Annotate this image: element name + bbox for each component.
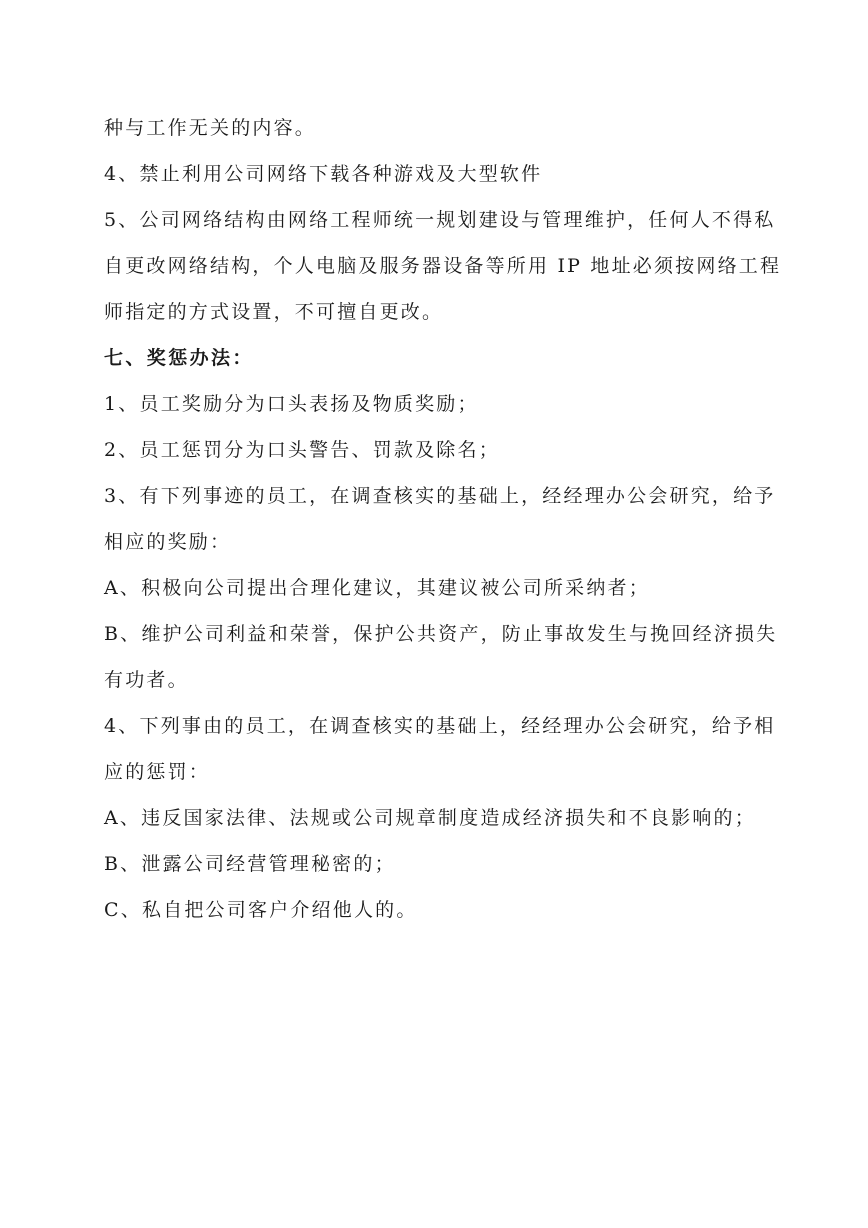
penalty-rule-2: 2、员工惩罚分为口头警告、罚款及除名； [104, 439, 500, 461]
reward-item-a: A、积极向公司提出合理化建议，其建议被公司所采纳者； [104, 577, 650, 599]
penalty-item-b: B、泄露公司经营管理秘密的； [104, 853, 396, 875]
penalty-rule-4: 4、下列事由的员工，在调查核实的基础上，经经理办公会研究，给予相 [104, 715, 776, 737]
rule-5-continuation-2: 师指定的方式设置，不可擅自更改。 [104, 301, 444, 323]
penalty-rule-4-continuation: 应的惩罚： [104, 761, 211, 783]
rule-5-continuation-1: 自更改网络结构，个人电脑及服务器设备等所用 IP 地址必须按网络工程 [104, 255, 782, 277]
reward-rule-3-continuation: 相应的奖励： [104, 531, 232, 553]
section-heading-rewards-penalties: 七、奖惩办法： [104, 347, 254, 369]
penalty-item-a: A、违反国家法律、法规或公司规章制度造成经济损失和不良影响的； [104, 807, 756, 829]
penalty-item-c: C、私自把公司客户介绍他人的。 [104, 899, 418, 921]
reward-rule-3: 3、有下列事迹的员工，在调查核实的基础上，经经理办公会研究，给予 [104, 485, 776, 507]
rule-5-network-structure: 5、公司网络结构由网络工程师统一规划建设与管理维护，任何人不得私 [104, 209, 776, 231]
rule-4-network-download: 4、禁止利用公司网络下载各种游戏及大型软件 [104, 163, 543, 185]
reward-item-b-continuation: 有功者。 [104, 669, 189, 691]
text-line-continuation: 种与工作无关的内容。 [104, 117, 317, 139]
reward-rule-1: 1、员工奖励分为口头表扬及物质奖励； [104, 393, 479, 415]
reward-item-b: B、维护公司利益和荣誉，保护公共资产，防止事故发生与挽回经济损失 [104, 623, 778, 645]
